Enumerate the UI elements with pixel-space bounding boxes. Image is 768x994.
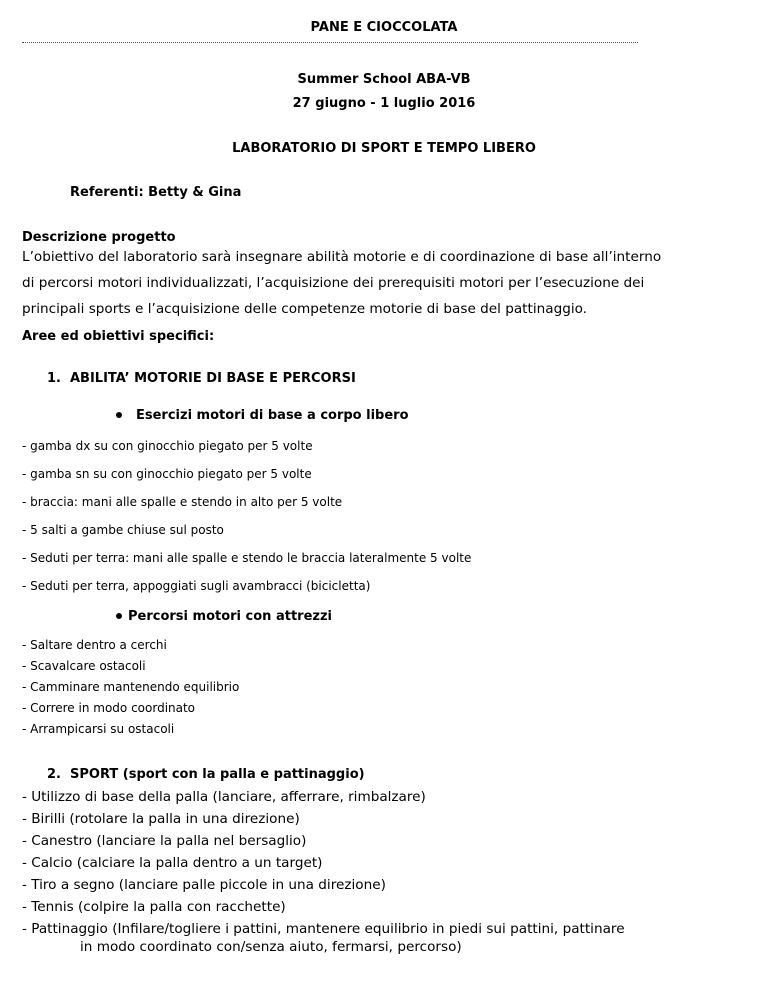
- list-item: - Utilizzo di base della palla (lanciare, afferrare, rimbalzare): [22, 789, 426, 805]
- areas-heading: Aree ed obiettivi specifici:: [22, 329, 215, 344]
- description-text: [22, 244, 722, 322]
- list-item: - Pattinaggio (Infilare/togliere i pattini, mantenere equilibrio in piedi sui pattini, pattinare: [22, 921, 625, 937]
- section1-number: 1.: [47, 371, 61, 386]
- list-item: - Birilli (rotolare la palla in una direzione): [22, 811, 300, 827]
- list-item-continuation: in modo coordinato con/senza aiuto, fermarsi, percorso): [80, 939, 462, 955]
- sub2-heading: [116, 609, 332, 624]
- list-item: - Tennis (colpire la palla con racchette): [22, 899, 286, 915]
- bullet-icon: [116, 412, 122, 418]
- sub2-title: Percorsi motori con attrezzi: [128, 609, 332, 624]
- list-item: - gamba sn su con ginocchio piegato per 5 volte: [22, 467, 312, 481]
- list-item: - Scavalcare ostacoli: [22, 659, 146, 673]
- section2-number: 2.: [47, 767, 61, 782]
- dotted-separator: [22, 42, 638, 43]
- description-heading: Descrizione progetto: [22, 230, 176, 245]
- school-name: Summer School ABA-VB: [297, 72, 471, 87]
- list-item: - Correre in modo coordinato: [22, 701, 196, 715]
- list-item: - Tiro a segno (lanciare palle piccole in una direzione): [22, 877, 386, 893]
- list-item: - 5 salti a gambe chiuse sul posto: [22, 523, 224, 537]
- lab-title: LABORATORIO DI SPORT E TEMPO LIBERO: [232, 141, 536, 156]
- bullet-icon: [116, 613, 122, 619]
- list-item: - Arrampicarsi su ostacoli: [22, 722, 175, 736]
- event-dates: 27 giugno - 1 luglio 2016: [292, 96, 476, 111]
- list-item: - Canestro (lanciare la palla nel bersaglio): [22, 833, 307, 849]
- referents: Referenti: Betty & Gina: [70, 185, 242, 200]
- list-item: - Camminare mantenendo equilibrio: [22, 680, 240, 694]
- list-item: - Calcio (calciare la palla dentro a un target): [22, 855, 323, 871]
- sub1-title: Esercizi motori di base a corpo libero: [136, 408, 409, 423]
- document-title: PANE E CIOCCOLATA: [310, 20, 458, 35]
- list-item: - braccia: mani alle spalle e stendo in alto per 5 volte: [22, 495, 343, 509]
- list-item: - gamba dx su con ginocchio piegato per 5 volte: [22, 439, 313, 453]
- section2-title: SPORT (sport con la palla e pattinaggio): [70, 767, 365, 782]
- section1-title: ABILITA’ MOTORIE DI BASE E PERCORSI: [70, 371, 356, 386]
- sub1-heading: [116, 408, 409, 423]
- description-line: L’obiettivo del laboratorio sarà insegnare abilità motorie e di coordinazione di base all’interno: [22, 249, 662, 265]
- list-item: - Seduti per terra, appoggiati sugli avambracci (bicicletta): [22, 579, 371, 593]
- description-line: di percorsi motori individualizzati, l’acquisizione dei prerequisiti motori per l’esecuzione dei: [22, 275, 645, 291]
- list-item: - Saltare dentro a cerchi: [22, 638, 167, 652]
- list-item: - Seduti per terra: mani alle spalle e stendo le braccia lateralmente 5 volte: [22, 551, 472, 565]
- description-line: principali sports e l’acquisizione delle competenze motorie di base del pattinaggio.: [22, 301, 587, 317]
